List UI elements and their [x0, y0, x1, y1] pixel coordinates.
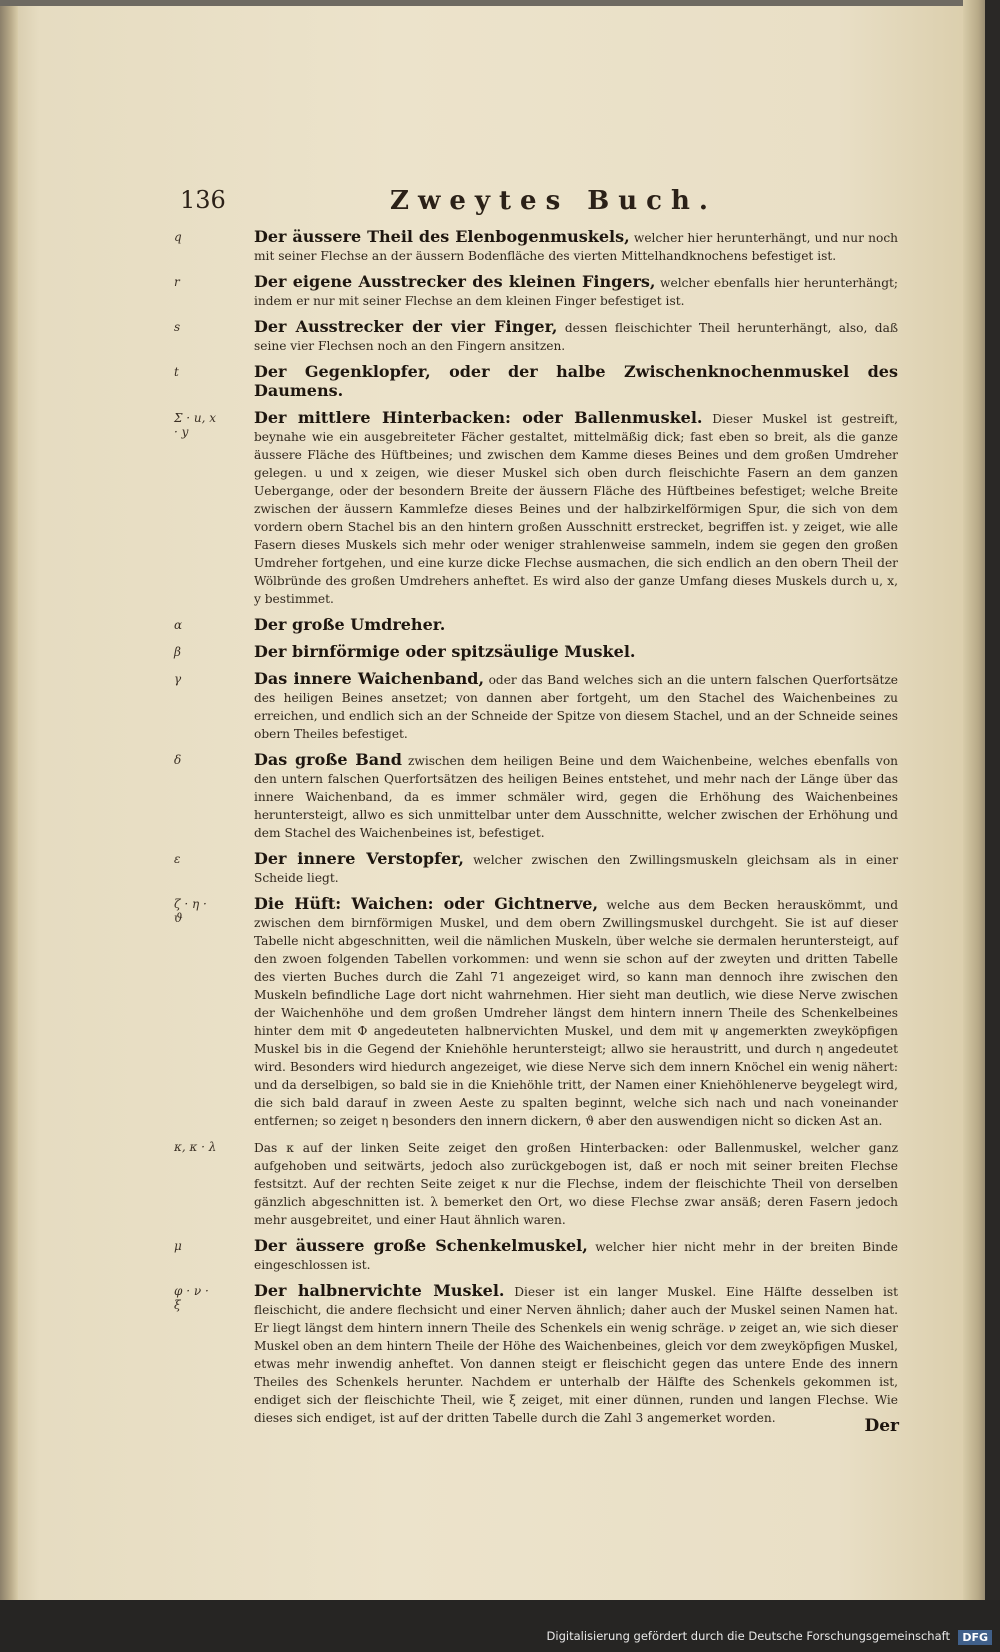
entry-marker: κ, κ · λ	[174, 1140, 217, 1154]
entry-text: welcher ebenfalls hier herunterhängt; indem er nur mit seiner Flechse an dem kleinen Finger befestiget ist.	[254, 276, 899, 308]
running-title: Zweytes Buch.	[390, 186, 717, 216]
entry-heading: Der innere Verstopfer,	[254, 849, 464, 868]
entry-heading: Der äussere Theil des Elenbogenmuskels,	[254, 227, 630, 246]
entry-heading: Der halbnervichte Muskel.	[254, 1281, 505, 1300]
entry-heading: Der Ausstrecker der vier Finger,	[254, 317, 558, 336]
page-number: 136	[180, 186, 226, 214]
entry-r	[174, 272, 899, 310]
entry-t	[174, 362, 898, 401]
entry-marker: γ	[174, 672, 182, 686]
entry-heading: Der mittlere Hinterbacken: oder Ballenmuskel.	[254, 408, 703, 427]
entry-text: dessen fleischichter Theil herunterhängt, also, daß seine vier Flechsen noch an den Fingern ansitzen.	[254, 321, 898, 353]
entry-marker: β	[174, 645, 181, 659]
entry-zeta	[174, 894, 898, 1130]
entry-marker: s	[174, 320, 181, 334]
entry-text: Dieser ist ein langer Muskel. Eine Hälfte desselben ist fleischicht, die andere flechsicht und einer Nerven ähnlich; daher auch der Muskel seinen Namen hat. Er liegt längst dem hintern innern Theile des Schenkels ein wenig schräge. ν zeiget an, wie sich dieser Muskel oben an dem hintern Theile der Höhe des Waichenbeines, gleich vor dem zweyköpfigen Muskel, etwas mehr inwendig anheftet. Von dannen steigt er fleischicht gegen das untere Ende des innern Theiles des Schenkels herunter. Nachdem er unterhalb der Hälfte des Schenkels gekommen ist, endiget sich der fleischichte Theil, wie ξ zeiget, mit einer dünnen, runden und langen Flechse. Wie dieses sich endiget, ist auf der dritten Tabelle durch die Zahl 3 angemerket worden.	[254, 1285, 898, 1425]
entry-heading: Der eigene Ausstrecker des kleinen Fingers,	[254, 272, 656, 291]
entry-q	[174, 227, 899, 265]
page-fore-edge	[963, 0, 985, 1600]
entry-marker: ε	[174, 852, 181, 866]
catchword: Der	[864, 1416, 899, 1436]
entry-epsilon	[174, 849, 899, 887]
entry-heading: Der äussere große Schenkelmuskel,	[254, 1236, 588, 1255]
entry-marker: ζ · η · ϑ	[174, 897, 207, 925]
entry-text: Dieser Muskel ist gestreift, beynahe wie ein ausgebreiteter Fächer gestaltet, mittelmäßig dick; fast eben so breit, als die ganze äussere Fläche des Hüftbeines; und zwischen dem Kamme dieses Beines und dem großen Umdreher gelegen. u und x zeigen, wie dieser Muskel sich oben durch fleischichte Fasern an dem ganzen Uebergange, oder der besondern Breite der äussern Fläche des Hüftbeines befestiget; welche Breite zwischen der äussern Kammlefze dieses Beines und der halbzirkelförmigen Spur, die sich von dem vordern obern Stachel bis an den hintern großen Ausschnitt erstrecket, begriffen ist. y zeiget, wie alle Fasern dieses Muskels sich mehr oder weniger strahlenweise sammeln, indem sie gegen den großen Umdreher fortgehen, und eine kurze dicke Flechse ausmachen, die sich endlich an den obern Theil der Wölbründe des großen Umdrehers anheftet. Es wird also der ganze Umfang dieses Muskels durch u, x, y bestimmet.	[254, 412, 899, 606]
page-gutter	[0, 0, 18, 1600]
viewer-footer	[0, 1600, 1000, 1652]
entry-heading: Der birnförmige oder spitzsäulige Muskel.	[254, 642, 636, 661]
entry-text: welcher zwischen den Zwillingsmuskeln gleichsam als in einer Scheide liegt.	[254, 853, 899, 885]
entry-heading: Der Gegenklopfer, oder der halbe Zwischenknochenmuskel des Daumens.	[254, 362, 898, 400]
entry-mu	[174, 1236, 898, 1274]
entry-delta	[174, 750, 899, 842]
entry-heading: Das innere Waichenband,	[254, 669, 485, 688]
entry-marker: q	[174, 230, 182, 244]
entry-marker: α	[174, 618, 183, 632]
entry-s	[174, 317, 898, 355]
entry-marker: μ	[174, 1239, 182, 1253]
entry-text: Das κ auf der linken Seite zeiget den großen Hinterbacken: oder Ballenmuskel, welcher ganz aufgehoben und seitwärts, jedoch also zurückgebogen ist, daß er noch mit seiner breiten Flechse festsitzt. Auf der rechten Seite zeiget κ nur die Flechse, indem der fleischichte Theil von derselben gänzlich abgeschnitten ist. λ bemerket den Ort, wo diese Flechse zwar ansäß; deren Fasern jedoch mehr ausgebreitet, und einer Haut ähnlich waren.	[254, 1141, 898, 1227]
page-header	[180, 186, 890, 226]
entry-marker: r	[174, 275, 180, 289]
entry-text: welcher hier herunterhängt, und nur noch mit seiner Flechse an der äussern Bodenfläche des vierten Mittelhandknochens befestiget ist.	[254, 231, 899, 263]
scan-top-edge	[0, 0, 985, 6]
entry-text: oder das Band welches sich an die untern falschen Querfortsätze des heiligen Beines ansetzet; von dannen aber fortgeht, um den Stachel des Waichenbeines zu erreichen, und endlich sich an der Schneide der Spitze von diesem Stachel, und an der Schneide seines obern Theiles befestiget.	[254, 673, 898, 741]
entry-text: welcher hier nicht mehr in der breiten Binde eingeschlossen ist.	[254, 1240, 898, 1272]
entry-sigma	[174, 408, 899, 608]
entry-beta	[174, 642, 898, 662]
page-body	[174, 227, 899, 1435]
entry-marker: φ · ν · ξ	[174, 1284, 209, 1312]
entry-phi	[174, 1281, 898, 1427]
entry-alpha	[174, 615, 898, 635]
entry-heading: Der große Umdreher.	[254, 615, 446, 634]
entry-marker: Σ · u, x · y	[174, 411, 217, 439]
entry-gamma	[174, 669, 898, 743]
entry-marker: δ	[174, 753, 182, 767]
entry-heading: Die Hüft: Waichen: oder Gichtnerve,	[254, 894, 599, 913]
entry-text: welche aus dem Becken herauskömmt, und zwischen dem birnförmigen Muskel, und dem obern Zwillingsmuskel durchgeht. Sie ist auf dieser Tabelle nicht abgeschnitten, weil die nämlichen Muskeln, über welche sie dermalen heruntersteigt, auf den zwoen folgenden Tabellen vorkommen: und wenn sie schon auf der zweyten und dritten Tabelle des vierten Buches durch die Zahl 71 angezeiget wird, so kann man dennoch ihre zwischen den Muskeln befindliche Lage dort nicht wahrnehmen. Hier sieht man deutlich, wie diese Nerve zwischen der Waichenhöhe und dem großen Umdreher längst dem hintern innern Theile des Schenkelbeines hinter dem mit Φ angedeuteten halbnervichten Muskel, und dem mit ψ angemerkten zweyköpfigen Muskel bis in die Gegend der Kniehöhle heruntersteigt; allwo sie heraustritt, und durch η angedeutet wird. Besonders wird hiedurch angezeiget, wie diese Nerve sich dem innern Knöchel ein wenig nähert: und da derselbigen, so bald sie in die Kniehöhle tritt, der Namen einer Kniehöhlenerve beygelegt wird, die sich bald darauf in zween Aeste zu spalten beginnt, welche sich nach und nach voneinander entfernen; so zeiget η besonders den innern dickern, ϑ aber den auswendigen nicht so dicken Ast an.	[254, 898, 898, 1128]
entry-text: zwischen dem heiligen Beine und dem Waichenbeine, welches ebenfalls von den untern falschen Querfortsätzen des heiligen Beines entstehet, und mehr nach der Länge über das innere Waichenband, da es immer schmäler wird, gegen die Erhöhung des Waichenbeines heruntersteigt, allwo es sich unmittelbar unter dem Ausschnitte, welcher zwischen der Erhöhung und dem Stachel des Waichenbeines ist, befestiget.	[254, 754, 899, 840]
entry-heading: Das große Band	[254, 750, 402, 769]
entry-marker: t	[174, 365, 179, 379]
funding-credit: Digitalisierung gefördert durch die Deutsche Forschungsgemeinschaft	[546, 1629, 950, 1643]
entry-kappa	[174, 1138, 898, 1229]
dfg-logo[interactable]: DFG	[958, 1630, 992, 1645]
